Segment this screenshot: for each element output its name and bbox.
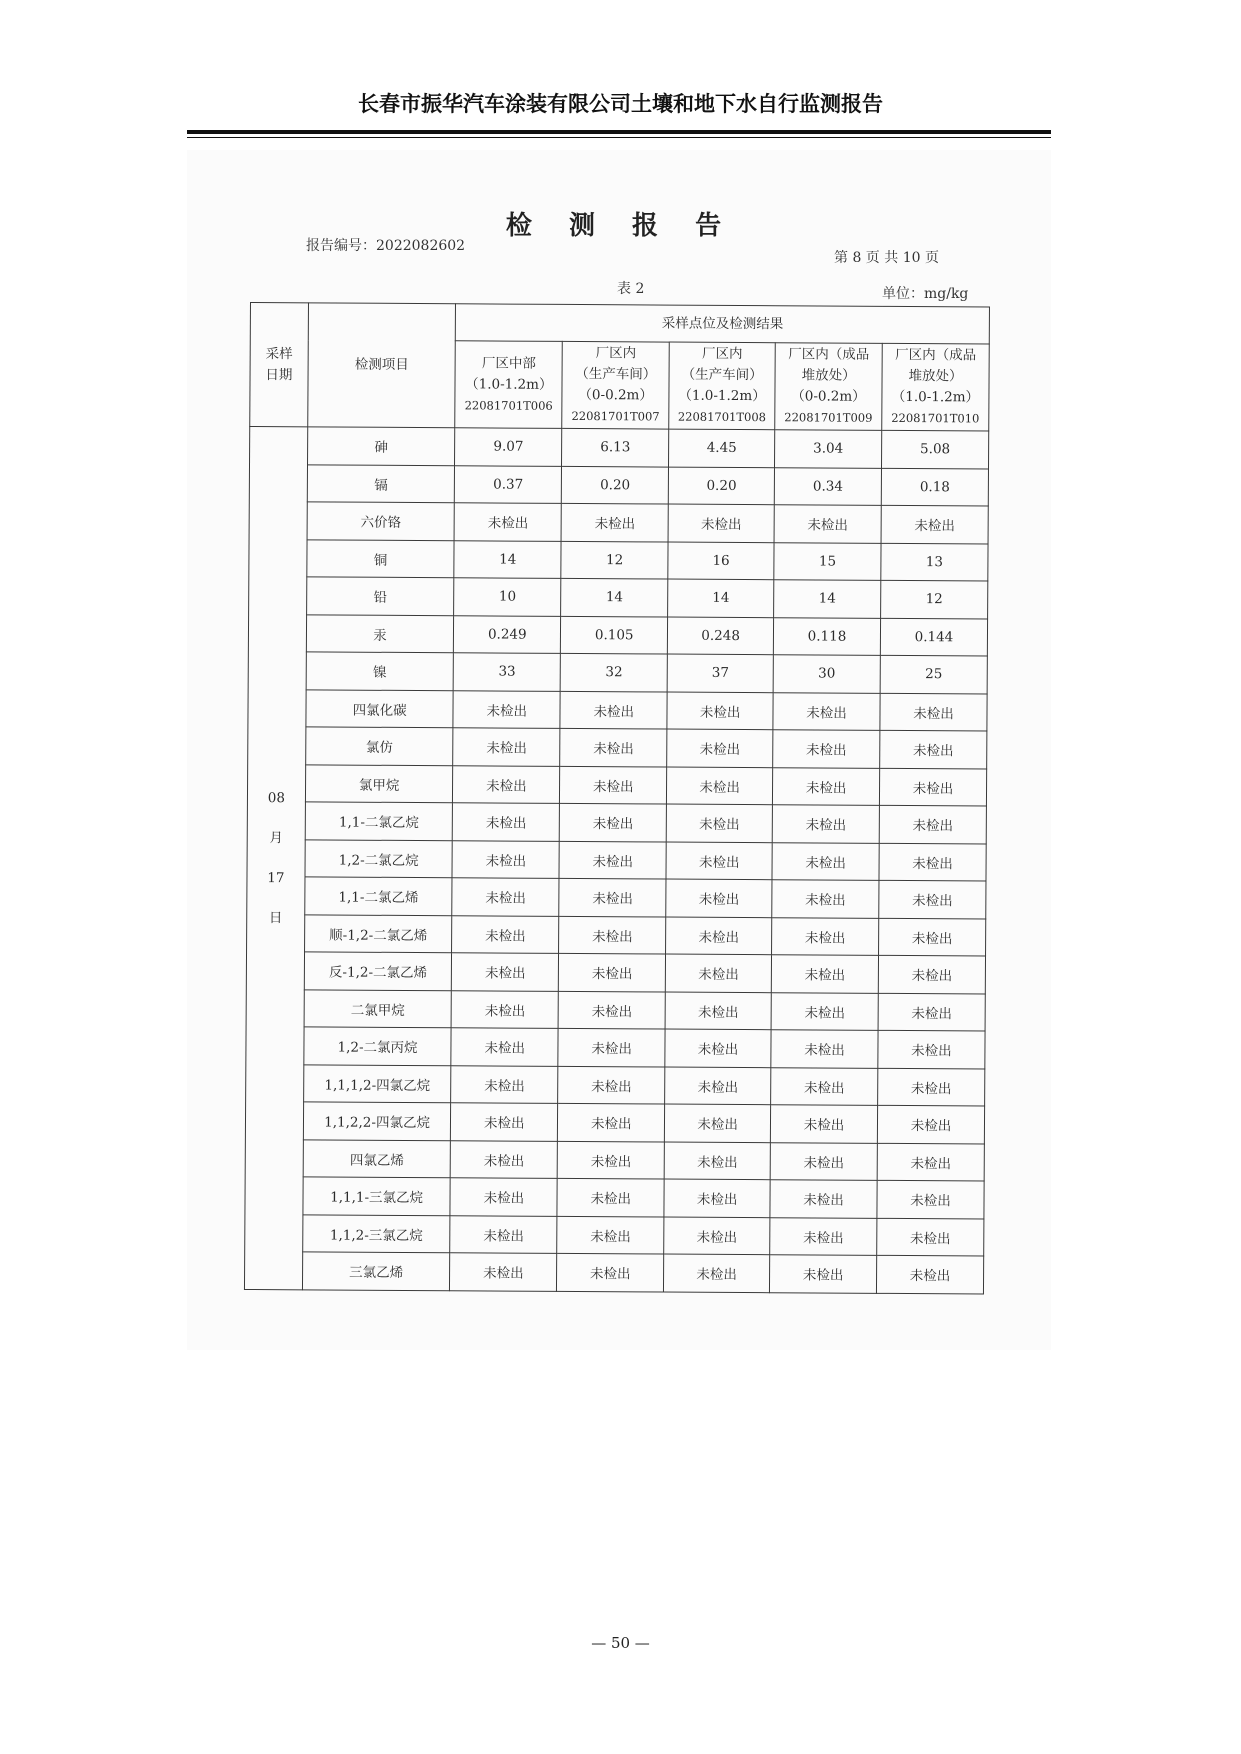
item-cell: 反-1,2-二氯乙烯: [304, 952, 452, 990]
item-cell: 砷: [307, 427, 455, 465]
value-cell: 未检出: [770, 1180, 877, 1218]
value-cell: 未检出: [453, 765, 560, 803]
value-cell: 未检出: [453, 803, 560, 841]
item-cell: 1,1,2,2-四氯乙烷: [303, 1102, 451, 1140]
value-cell: 未检出: [771, 992, 878, 1030]
value-cell: 未检出: [560, 766, 667, 804]
value-cell: 14: [454, 540, 561, 578]
value-cell: 未检出: [772, 880, 879, 918]
value-cell: 未检出: [878, 1068, 985, 1106]
value-cell: 未检出: [452, 840, 559, 878]
header-point-2: [562, 341, 669, 429]
value-cell: 未检出: [771, 1030, 878, 1068]
item-cell: 二氯甲烷: [304, 989, 452, 1027]
value-cell: 未检出: [666, 842, 772, 880]
table-caption: 表 2: [617, 281, 645, 297]
value-cell: 14: [774, 580, 881, 618]
table-row: [247, 801, 986, 843]
item-cell: 1,1,2-三氯乙烷: [303, 1214, 451, 1252]
value-cell: 未检出: [879, 880, 986, 918]
table-row: [250, 427, 989, 469]
value-cell: 未检出: [452, 915, 559, 953]
value-cell: 未检出: [664, 1217, 770, 1255]
header-point-4: [775, 343, 882, 431]
value-cell: 16: [668, 542, 774, 580]
value-cell: 0.34: [774, 467, 881, 505]
item-cell: 1,1,1,2-四氯乙烷: [303, 1064, 451, 1102]
point-code: 22081701T009: [784, 410, 873, 425]
value-cell: 未检出: [560, 691, 667, 729]
sampling-date-cell: 08 月 17 日: [244, 427, 307, 1290]
header-point-1: [455, 341, 562, 429]
item-cell: 1,2-二氯乙烷: [305, 839, 453, 877]
value-cell: 未检出: [451, 1028, 558, 1066]
table-row: [246, 1026, 985, 1068]
results-table: [244, 302, 990, 1294]
value-cell: 12: [881, 580, 988, 618]
value-cell: 未检出: [561, 503, 668, 541]
value-cell: 未检出: [771, 1067, 878, 1105]
point-name: 厂区内（成品 堆放处） （1.0-1.2m）: [891, 346, 980, 406]
point-code: 22081701T007: [571, 408, 660, 424]
value-cell: 未检出: [877, 1105, 984, 1143]
table-row: [249, 576, 988, 618]
value-cell: 未检出: [878, 955, 985, 993]
value-cell: 5.08: [882, 430, 989, 468]
item-cell: 铅: [306, 577, 454, 615]
value-cell: 未检出: [773, 767, 880, 805]
value-cell: 未检出: [774, 505, 881, 543]
value-cell: 未检出: [877, 1180, 984, 1218]
report-title: 检 测 报 告: [505, 211, 736, 241]
value-cell: 未检出: [451, 1065, 558, 1103]
value-cell: 未检出: [665, 1067, 771, 1105]
item-cell: 汞: [306, 614, 454, 652]
document-header-title: 长春市振华汽车涂装有限公司土壤和地下水自行监测报告: [358, 92, 883, 116]
report-number: 报告编号：2022082602: [306, 238, 466, 254]
point-code: 22081701T006: [464, 397, 553, 413]
value-cell: 未检出: [452, 878, 559, 916]
value-cell: 未检出: [773, 730, 880, 768]
value-cell: 0.20: [668, 467, 774, 505]
value-cell: 37: [667, 654, 773, 692]
value-cell: 0.249: [454, 615, 561, 653]
value-cell: 未检出: [454, 503, 561, 541]
value-cell: 未检出: [772, 842, 879, 880]
value-cell: 未检出: [877, 1143, 984, 1181]
table-body: [244, 427, 988, 1294]
value-cell: 未检出: [559, 841, 666, 879]
value-cell: 未检出: [559, 953, 666, 991]
value-cell: 未检出: [667, 729, 773, 767]
table-row: [248, 689, 987, 731]
value-cell: 未检出: [451, 1103, 558, 1141]
value-cell: 未检出: [559, 878, 666, 916]
item-cell: 1,1-二氯乙烷: [305, 802, 453, 840]
header-point-5: [882, 343, 990, 431]
point-name: 厂区中部 （1.0-1.2m）: [465, 354, 553, 393]
value-cell: 未检出: [450, 1178, 557, 1216]
point-name: 厂区内（成品 堆放处） （0-0.2m）: [788, 346, 870, 405]
header-rule-thin: [187, 137, 1051, 138]
value-cell: 9.07: [455, 428, 562, 466]
item-cell: 四氯化碳: [306, 689, 454, 727]
value-cell: 未检出: [664, 1179, 770, 1217]
value-cell: 30: [773, 655, 880, 693]
value-cell: 未检出: [557, 1216, 664, 1254]
table-row: [248, 614, 987, 656]
header-group: 采样点位及检测结果: [456, 304, 990, 344]
value-cell: 未检出: [558, 1028, 665, 1066]
value-cell: 未检出: [881, 505, 988, 543]
item-cell: 1,1,1-三氯乙烷: [303, 1177, 451, 1215]
table-row: [248, 726, 987, 768]
value-cell: 未检出: [879, 805, 986, 843]
table-row: [246, 1064, 985, 1106]
footer-page-number: — 50 —: [591, 1634, 650, 1652]
value-cell: 未检出: [451, 990, 558, 1028]
value-cell: 未检出: [665, 954, 771, 992]
value-cell: 未检出: [880, 693, 987, 731]
value-cell: 未检出: [664, 1254, 770, 1292]
value-cell: 15: [774, 542, 881, 580]
item-cell: 顺-1,2-二氯乙烯: [304, 914, 452, 952]
value-cell: 未检出: [666, 917, 772, 955]
value-cell: 未检出: [560, 728, 667, 766]
value-cell: 未检出: [666, 879, 772, 917]
value-cell: 12: [561, 541, 668, 579]
table-row: [249, 501, 988, 543]
value-cell: 0.18: [881, 468, 988, 506]
table-row: [247, 764, 986, 806]
value-cell: 3.04: [775, 430, 882, 468]
value-cell: 未检出: [878, 1030, 985, 1068]
value-cell: 未检出: [450, 1215, 557, 1253]
value-cell: 13: [881, 543, 988, 581]
value-cell: 33: [454, 653, 561, 691]
point-code: 22081701T010: [891, 410, 980, 426]
value-cell: 未检出: [667, 767, 773, 805]
table-row: [245, 1214, 984, 1256]
value-cell: 未检出: [559, 916, 666, 954]
value-cell: 0.37: [455, 465, 562, 503]
item-cell: 氯仿: [305, 727, 453, 765]
item-cell: 镉: [307, 464, 455, 502]
value-cell: 未检出: [558, 991, 665, 1029]
value-cell: 0.248: [668, 617, 774, 655]
value-cell: 未检出: [773, 692, 880, 730]
value-cell: 未检出: [770, 1142, 877, 1180]
header-item: 检测项目: [308, 303, 456, 428]
value-cell: 未检出: [558, 1066, 665, 1104]
item-cell: 1,1-二氯乙烯: [305, 877, 453, 915]
table-row: [247, 914, 986, 956]
value-cell: 未检出: [876, 1255, 983, 1293]
value-cell: 未检出: [453, 728, 560, 766]
unit-label: 单位：mg/kg: [882, 286, 969, 302]
table-row: [246, 989, 985, 1031]
value-cell: 未检出: [770, 1217, 877, 1255]
value-cell: 0.20: [562, 466, 669, 504]
value-cell: 未检出: [770, 1105, 877, 1143]
value-cell: 未检出: [877, 1218, 984, 1256]
value-cell: 未检出: [878, 993, 985, 1031]
item-cell: 六价铬: [307, 502, 455, 540]
value-cell: 未检出: [879, 843, 986, 881]
page-info: 第 8 页 共 10 页: [834, 250, 939, 266]
item-cell: 镍: [306, 652, 454, 690]
value-cell: 未检出: [452, 953, 559, 991]
value-cell: 未检出: [770, 1255, 877, 1293]
value-cell: 未检出: [453, 690, 560, 728]
point-name: 厂区内 （生产车间） （0-0.2m）: [575, 345, 657, 404]
point-code: 22081701T008: [677, 409, 767, 425]
item-cell: 氯甲烷: [305, 764, 453, 802]
table-row: [248, 651, 987, 693]
value-cell: 未检出: [450, 1253, 557, 1291]
value-cell: 未检出: [557, 1178, 664, 1216]
table-row: [247, 876, 986, 918]
point-name: 厂区内 （生产车间） （1.0-1.2m）: [678, 345, 766, 405]
table-row: [246, 951, 985, 993]
value-cell: 0.144: [880, 618, 987, 656]
value-cell: 未检出: [665, 992, 771, 1030]
table-row: [245, 1101, 984, 1143]
value-cell: 未检出: [668, 504, 774, 542]
value-cell: 未检出: [879, 918, 986, 956]
value-cell: 6.13: [562, 428, 669, 466]
value-cell: 0.105: [561, 616, 668, 654]
value-cell: 32: [560, 653, 667, 691]
header-sampling-date: 采样 日期: [250, 303, 309, 427]
table-row: [245, 1139, 984, 1181]
item-cell: 1,2-二氯丙烷: [304, 1027, 452, 1065]
header-rule-thick: [187, 130, 1051, 134]
value-cell: 未检出: [451, 1140, 558, 1178]
value-cell: 未检出: [667, 692, 773, 730]
value-cell: 未检出: [664, 1142, 770, 1180]
value-cell: 4.45: [669, 429, 775, 467]
table-row: [244, 1251, 983, 1293]
value-cell: 未检出: [772, 805, 879, 843]
table-row: [249, 464, 988, 506]
value-cell: 未检出: [557, 1141, 664, 1179]
value-cell: 未检出: [772, 917, 879, 955]
value-cell: 未检出: [880, 730, 987, 768]
value-cell: 14: [668, 579, 774, 617]
value-cell: 未检出: [559, 803, 666, 841]
value-cell: 未检出: [879, 768, 986, 806]
value-cell: 未检出: [771, 955, 878, 993]
item-cell: 四氯乙烯: [303, 1139, 451, 1177]
value-cell: 10: [454, 578, 561, 616]
value-cell: 14: [561, 578, 668, 616]
value-cell: 未检出: [665, 1104, 771, 1142]
value-cell: 未检出: [558, 1103, 665, 1141]
table-row: [245, 1176, 984, 1218]
value-cell: 25: [880, 655, 987, 693]
item-cell: 铜: [307, 539, 455, 577]
item-cell: 三氯乙烯: [302, 1252, 450, 1290]
table-row: [249, 539, 988, 581]
table-row: [247, 839, 986, 881]
value-cell: 0.118: [773, 617, 880, 655]
value-cell: 未检出: [557, 1253, 664, 1291]
value-cell: 未检出: [666, 804, 772, 842]
header-point-3: [669, 342, 775, 430]
value-cell: 未检出: [665, 1029, 771, 1067]
